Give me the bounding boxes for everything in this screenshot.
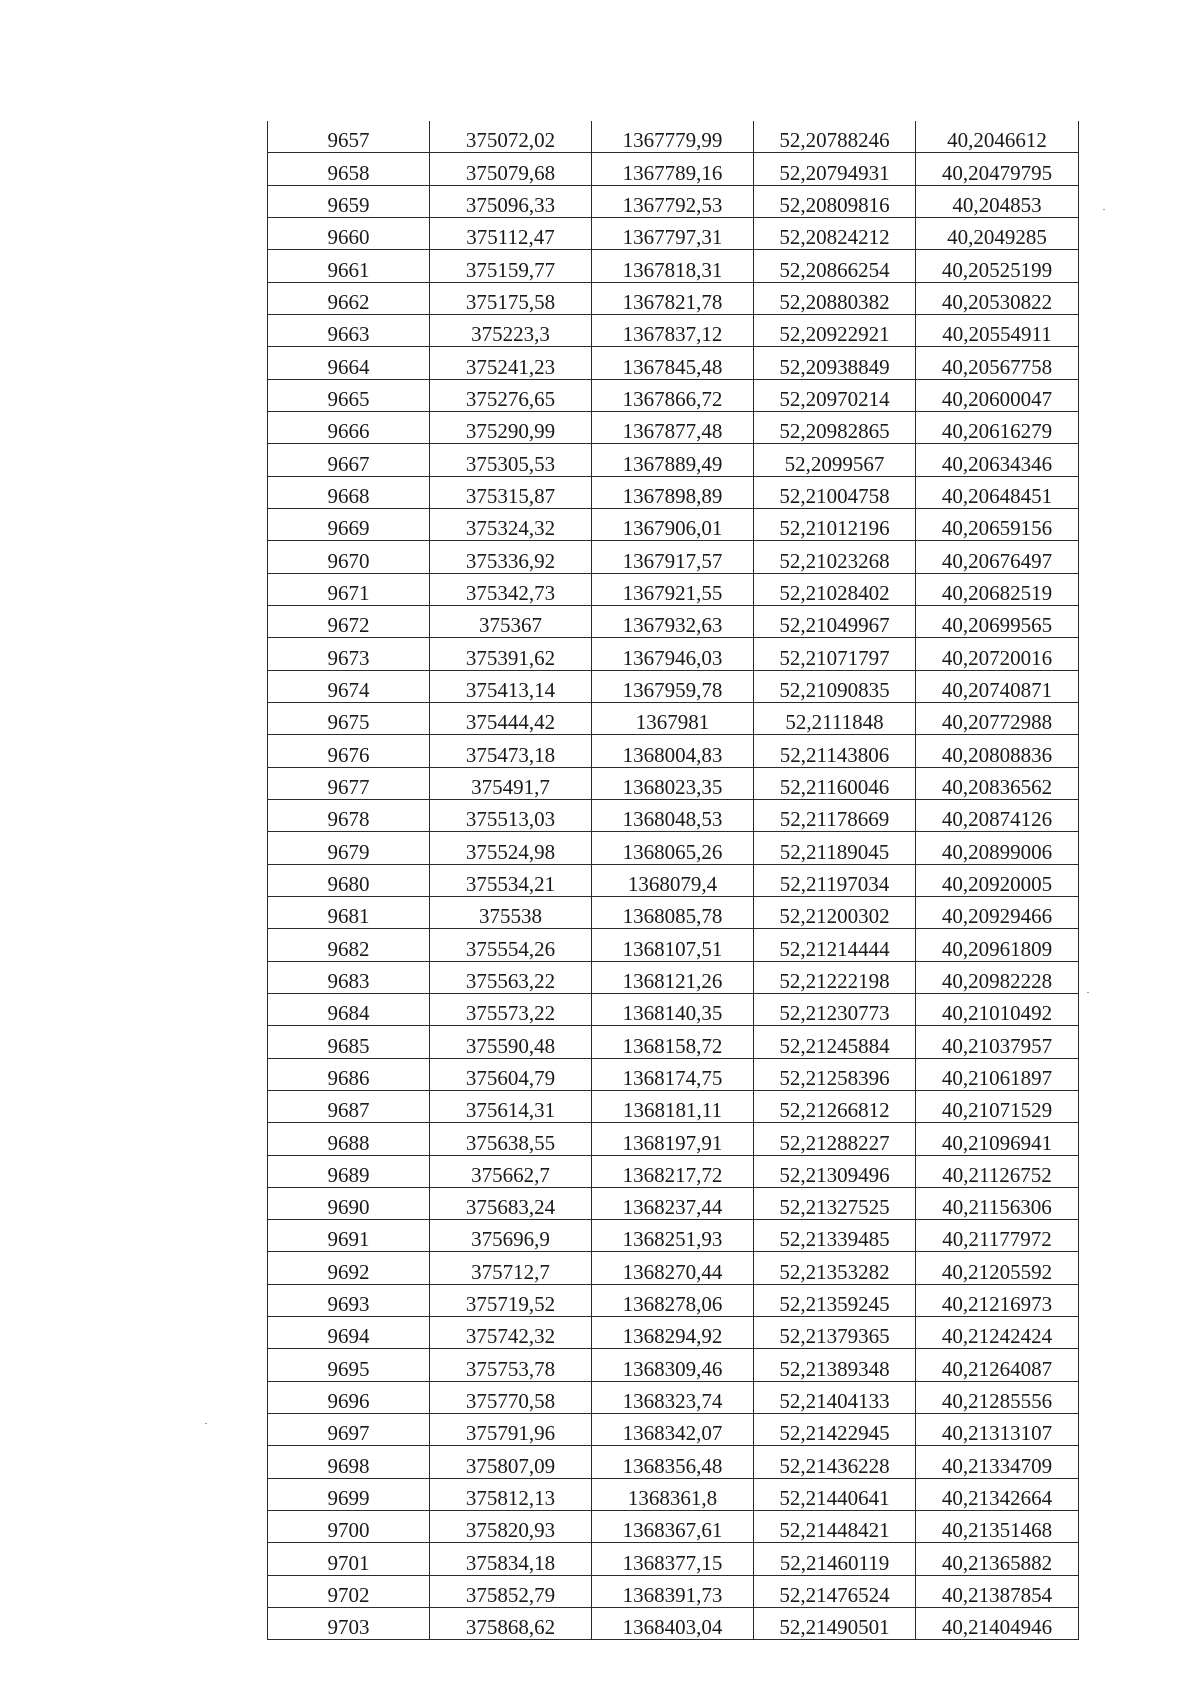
longitude-cell: 40,20600047 <box>916 379 1079 411</box>
point-number-cell: 9683 <box>268 961 430 993</box>
latitude-cell: 52,21389348 <box>754 1349 916 1381</box>
x-coordinate-cell: 375573,22 <box>430 993 592 1025</box>
x-coordinate-cell: 375336,92 <box>430 541 592 573</box>
latitude-cell: 52,2111848 <box>754 702 916 734</box>
latitude-cell: 52,21422945 <box>754 1414 916 1446</box>
table-row <box>268 735 1079 767</box>
coordinates-table <box>267 121 1079 1640</box>
y-coordinate-cell: 1368391,73 <box>592 1575 754 1607</box>
table-row <box>268 670 1079 702</box>
longitude-cell: 40,2049285 <box>916 217 1079 249</box>
longitude-cell: 40,20616279 <box>916 411 1079 443</box>
y-coordinate-cell: 1367877,48 <box>592 411 754 443</box>
x-coordinate-cell: 375812,13 <box>430 1478 592 1510</box>
point-number-cell: 9694 <box>268 1317 430 1349</box>
y-coordinate-cell: 1368085,78 <box>592 896 754 928</box>
latitude-cell: 52,21448421 <box>754 1511 916 1543</box>
longitude-cell: 40,21264087 <box>916 1349 1079 1381</box>
longitude-cell: 40,20720016 <box>916 638 1079 670</box>
y-coordinate-cell: 1368174,75 <box>592 1058 754 1090</box>
latitude-cell: 52,21440641 <box>754 1478 916 1510</box>
y-coordinate-cell: 1367906,01 <box>592 508 754 540</box>
point-number-cell: 9700 <box>268 1511 430 1543</box>
table-row <box>268 1381 1079 1413</box>
latitude-cell: 52,21090835 <box>754 670 916 702</box>
point-number-cell: 9686 <box>268 1058 430 1090</box>
point-number-cell: 9663 <box>268 314 430 346</box>
latitude-cell: 52,21143806 <box>754 735 916 767</box>
longitude-cell: 40,21126752 <box>916 1155 1079 1187</box>
longitude-cell: 40,21071529 <box>916 1090 1079 1122</box>
longitude-cell: 40,21351468 <box>916 1511 1079 1543</box>
longitude-cell: 40,20920005 <box>916 864 1079 896</box>
longitude-cell: 40,20899006 <box>916 832 1079 864</box>
y-coordinate-cell: 1368107,51 <box>592 929 754 961</box>
x-coordinate-cell: 375342,73 <box>430 573 592 605</box>
latitude-cell: 52,20788246 <box>754 121 916 153</box>
x-coordinate-cell: 375753,78 <box>430 1349 592 1381</box>
longitude-cell: 40,20634346 <box>916 444 1079 476</box>
point-number-cell: 9679 <box>268 832 430 864</box>
x-coordinate-cell: 375614,31 <box>430 1090 592 1122</box>
point-number-cell: 9673 <box>268 638 430 670</box>
x-coordinate-cell: 375175,58 <box>430 282 592 314</box>
y-coordinate-cell: 1368158,72 <box>592 1026 754 1058</box>
point-number-cell: 9690 <box>268 1187 430 1219</box>
table-row <box>268 185 1079 217</box>
y-coordinate-cell: 1367818,31 <box>592 250 754 282</box>
table-row <box>268 1026 1079 1058</box>
longitude-cell: 40,20808836 <box>916 735 1079 767</box>
point-number-cell: 9698 <box>268 1446 430 1478</box>
table-row <box>268 1058 1079 1090</box>
point-number-cell: 9677 <box>268 767 430 799</box>
y-coordinate-cell: 1368217,72 <box>592 1155 754 1187</box>
latitude-cell: 52,21359245 <box>754 1284 916 1316</box>
x-coordinate-cell: 375852,79 <box>430 1575 592 1607</box>
longitude-cell: 40,20961809 <box>916 929 1079 961</box>
y-coordinate-cell: 1367789,16 <box>592 153 754 185</box>
longitude-cell: 40,21342664 <box>916 1478 1079 1510</box>
table-row <box>268 444 1079 476</box>
x-coordinate-cell: 375604,79 <box>430 1058 592 1090</box>
x-coordinate-cell: 375473,18 <box>430 735 592 767</box>
latitude-cell: 52,21353282 <box>754 1252 916 1284</box>
longitude-cell: 40,20982228 <box>916 961 1079 993</box>
table-row <box>268 1155 1079 1187</box>
point-number-cell: 9669 <box>268 508 430 540</box>
longitude-cell: 40,21365882 <box>916 1543 1079 1575</box>
point-number-cell: 9670 <box>268 541 430 573</box>
table-row <box>268 1317 1079 1349</box>
latitude-cell: 52,21490501 <box>754 1608 916 1640</box>
table-row <box>268 993 1079 1025</box>
y-coordinate-cell: 1367946,03 <box>592 638 754 670</box>
y-coordinate-cell: 1367921,55 <box>592 573 754 605</box>
point-number-cell: 9660 <box>268 217 430 249</box>
table-row <box>268 1252 1079 1284</box>
y-coordinate-cell: 1367837,12 <box>592 314 754 346</box>
longitude-cell: 40,21242424 <box>916 1317 1079 1349</box>
x-coordinate-cell: 375513,03 <box>430 799 592 831</box>
table-row <box>268 799 1079 831</box>
y-coordinate-cell: 1367898,89 <box>592 476 754 508</box>
y-coordinate-cell: 1368377,15 <box>592 1543 754 1575</box>
x-coordinate-cell: 375315,87 <box>430 476 592 508</box>
latitude-cell: 52,21339485 <box>754 1220 916 1252</box>
longitude-cell: 40,20530822 <box>916 282 1079 314</box>
point-number-cell: 9688 <box>268 1123 430 1155</box>
table-row <box>268 153 1079 185</box>
latitude-cell: 52,20982865 <box>754 411 916 443</box>
table-row <box>268 1575 1079 1607</box>
longitude-cell: 40,20699565 <box>916 605 1079 637</box>
point-number-cell: 9697 <box>268 1414 430 1446</box>
x-coordinate-cell: 375820,93 <box>430 1511 592 1543</box>
latitude-cell: 52,21436228 <box>754 1446 916 1478</box>
y-coordinate-cell: 1368237,44 <box>592 1187 754 1219</box>
table-row <box>268 1478 1079 1510</box>
latitude-cell: 52,21476524 <box>754 1575 916 1607</box>
x-coordinate-cell: 375868,62 <box>430 1608 592 1640</box>
y-coordinate-cell: 1368367,61 <box>592 1511 754 1543</box>
latitude-cell: 52,21327525 <box>754 1187 916 1219</box>
y-coordinate-cell: 1367889,49 <box>592 444 754 476</box>
x-coordinate-cell: 375638,55 <box>430 1123 592 1155</box>
latitude-cell: 52,21222198 <box>754 961 916 993</box>
point-number-cell: 9666 <box>268 411 430 443</box>
point-number-cell: 9674 <box>268 670 430 702</box>
y-coordinate-cell: 1367797,31 <box>592 217 754 249</box>
point-number-cell: 9687 <box>268 1090 430 1122</box>
table-row <box>268 379 1079 411</box>
longitude-cell: 40,21404946 <box>916 1608 1079 1640</box>
table-row <box>268 1187 1079 1219</box>
y-coordinate-cell: 1367866,72 <box>592 379 754 411</box>
point-number-cell: 9699 <box>268 1478 430 1510</box>
x-coordinate-cell: 375241,23 <box>430 347 592 379</box>
point-number-cell: 9665 <box>268 379 430 411</box>
x-coordinate-cell: 375367 <box>430 605 592 637</box>
point-number-cell: 9701 <box>268 1543 430 1575</box>
point-number-cell: 9672 <box>268 605 430 637</box>
x-coordinate-cell: 375534,21 <box>430 864 592 896</box>
table-row <box>268 929 1079 961</box>
table-row <box>268 832 1079 864</box>
x-coordinate-cell: 375770,58 <box>430 1381 592 1413</box>
longitude-cell: 40,21334709 <box>916 1446 1079 1478</box>
table-row <box>268 1446 1079 1478</box>
point-number-cell: 9664 <box>268 347 430 379</box>
latitude-cell: 52,20809816 <box>754 185 916 217</box>
point-number-cell: 9682 <box>268 929 430 961</box>
table-row <box>268 217 1079 249</box>
latitude-cell: 52,21071797 <box>754 638 916 670</box>
y-coordinate-cell: 1368403,04 <box>592 1608 754 1640</box>
latitude-cell: 52,2099567 <box>754 444 916 476</box>
point-number-cell: 9661 <box>268 250 430 282</box>
x-coordinate-cell: 375719,52 <box>430 1284 592 1316</box>
x-coordinate-cell: 375305,53 <box>430 444 592 476</box>
longitude-cell: 40,21205592 <box>916 1252 1079 1284</box>
longitude-cell: 40,21037957 <box>916 1026 1079 1058</box>
x-coordinate-cell: 375276,65 <box>430 379 592 411</box>
x-coordinate-cell: 375590,48 <box>430 1026 592 1058</box>
table-row <box>268 1284 1079 1316</box>
x-coordinate-cell: 375324,32 <box>430 508 592 540</box>
longitude-cell: 40,2046612 <box>916 121 1079 153</box>
latitude-cell: 52,20970214 <box>754 379 916 411</box>
y-coordinate-cell: 1368140,35 <box>592 993 754 1025</box>
y-coordinate-cell: 1368356,48 <box>592 1446 754 1478</box>
point-number-cell: 9693 <box>268 1284 430 1316</box>
longitude-cell: 40,20648451 <box>916 476 1079 508</box>
table-row <box>268 702 1079 734</box>
table-row <box>268 508 1079 540</box>
latitude-cell: 52,20938849 <box>754 347 916 379</box>
latitude-cell: 52,21197034 <box>754 864 916 896</box>
y-coordinate-cell: 1368197,91 <box>592 1123 754 1155</box>
longitude-cell: 40,21010492 <box>916 993 1079 1025</box>
y-coordinate-cell: 1367779,99 <box>592 121 754 153</box>
table-row <box>268 1543 1079 1575</box>
latitude-cell: 52,20880382 <box>754 282 916 314</box>
point-number-cell: 9684 <box>268 993 430 1025</box>
latitude-cell: 52,21379365 <box>754 1317 916 1349</box>
latitude-cell: 52,21309496 <box>754 1155 916 1187</box>
table-row <box>268 1608 1079 1640</box>
y-coordinate-cell: 1368270,44 <box>592 1252 754 1284</box>
point-number-cell: 9662 <box>268 282 430 314</box>
x-coordinate-cell: 375223,3 <box>430 314 592 346</box>
y-coordinate-cell: 1368004,83 <box>592 735 754 767</box>
x-coordinate-cell: 375683,24 <box>430 1187 592 1219</box>
longitude-cell: 40,21285556 <box>916 1381 1079 1413</box>
table-row <box>268 767 1079 799</box>
y-coordinate-cell: 1368121,26 <box>592 961 754 993</box>
latitude-cell: 52,21266812 <box>754 1090 916 1122</box>
y-coordinate-cell: 1367845,48 <box>592 347 754 379</box>
latitude-cell: 52,21189045 <box>754 832 916 864</box>
point-number-cell: 9671 <box>268 573 430 605</box>
longitude-cell: 40,20676497 <box>916 541 1079 573</box>
point-number-cell: 9689 <box>268 1155 430 1187</box>
point-number-cell: 9685 <box>268 1026 430 1058</box>
y-coordinate-cell: 1368278,06 <box>592 1284 754 1316</box>
point-number-cell: 9658 <box>268 153 430 185</box>
longitude-cell: 40,20772988 <box>916 702 1079 734</box>
table-row <box>268 250 1079 282</box>
coordinates-table-body <box>268 121 1079 1640</box>
longitude-cell: 40,21061897 <box>916 1058 1079 1090</box>
longitude-cell: 40,21096941 <box>916 1123 1079 1155</box>
latitude-cell: 52,21028402 <box>754 573 916 605</box>
table-row <box>268 605 1079 637</box>
x-coordinate-cell: 375742,32 <box>430 1317 592 1349</box>
longitude-cell: 40,20567758 <box>916 347 1079 379</box>
longitude-cell: 40,20659156 <box>916 508 1079 540</box>
point-number-cell: 9692 <box>268 1252 430 1284</box>
longitude-cell: 40,20554911 <box>916 314 1079 346</box>
table-row <box>268 961 1079 993</box>
x-coordinate-cell: 375079,68 <box>430 153 592 185</box>
latitude-cell: 52,21258396 <box>754 1058 916 1090</box>
x-coordinate-cell: 375807,09 <box>430 1446 592 1478</box>
y-coordinate-cell: 1368323,74 <box>592 1381 754 1413</box>
table-row <box>268 314 1079 346</box>
latitude-cell: 52,21160046 <box>754 767 916 799</box>
y-coordinate-cell: 1367981 <box>592 702 754 734</box>
point-number-cell: 9668 <box>268 476 430 508</box>
table-row <box>268 1220 1079 1252</box>
x-coordinate-cell: 375696,9 <box>430 1220 592 1252</box>
x-coordinate-cell: 375554,26 <box>430 929 592 961</box>
x-coordinate-cell: 375563,22 <box>430 961 592 993</box>
point-number-cell: 9691 <box>268 1220 430 1252</box>
table-row <box>268 411 1079 443</box>
longitude-cell: 40,20874126 <box>916 799 1079 831</box>
longitude-cell: 40,21313107 <box>916 1414 1079 1446</box>
latitude-cell: 52,21023268 <box>754 541 916 573</box>
longitude-cell: 40,21216973 <box>916 1284 1079 1316</box>
latitude-cell: 52,20794931 <box>754 153 916 185</box>
table-row <box>268 347 1079 379</box>
x-coordinate-cell: 375712,7 <box>430 1252 592 1284</box>
y-coordinate-cell: 1367959,78 <box>592 670 754 702</box>
point-number-cell: 9657 <box>268 121 430 153</box>
x-coordinate-cell: 375072,02 <box>430 121 592 153</box>
table-row <box>268 573 1079 605</box>
x-coordinate-cell: 375538 <box>430 896 592 928</box>
latitude-cell: 52,21049967 <box>754 605 916 637</box>
x-coordinate-cell: 375444,42 <box>430 702 592 734</box>
point-number-cell: 9676 <box>268 735 430 767</box>
y-coordinate-cell: 1367792,53 <box>592 185 754 217</box>
table-row <box>268 638 1079 670</box>
longitude-cell: 40,21387854 <box>916 1575 1079 1607</box>
table-row <box>268 896 1079 928</box>
x-coordinate-cell: 375112,47 <box>430 217 592 249</box>
scan-speck <box>1087 992 1089 993</box>
x-coordinate-cell: 375096,33 <box>430 185 592 217</box>
longitude-cell: 40,204853 <box>916 185 1079 217</box>
point-number-cell: 9659 <box>268 185 430 217</box>
table-row <box>268 1414 1079 1446</box>
x-coordinate-cell: 375662,7 <box>430 1155 592 1187</box>
table-row <box>268 476 1079 508</box>
x-coordinate-cell: 375159,77 <box>430 250 592 282</box>
latitude-cell: 52,21460119 <box>754 1543 916 1575</box>
point-number-cell: 9695 <box>268 1349 430 1381</box>
latitude-cell: 52,21214444 <box>754 929 916 961</box>
latitude-cell: 52,20866254 <box>754 250 916 282</box>
table-row <box>268 1090 1079 1122</box>
latitude-cell: 52,20824212 <box>754 217 916 249</box>
y-coordinate-cell: 1367821,78 <box>592 282 754 314</box>
longitude-cell: 40,20525199 <box>916 250 1079 282</box>
table-row <box>268 1123 1079 1155</box>
y-coordinate-cell: 1368342,07 <box>592 1414 754 1446</box>
point-number-cell: 9703 <box>268 1608 430 1640</box>
latitude-cell: 52,21245884 <box>754 1026 916 1058</box>
y-coordinate-cell: 1368079,4 <box>592 864 754 896</box>
y-coordinate-cell: 1368309,46 <box>592 1349 754 1381</box>
scan-speck <box>1103 209 1105 210</box>
point-number-cell: 9681 <box>268 896 430 928</box>
y-coordinate-cell: 1368048,53 <box>592 799 754 831</box>
y-coordinate-cell: 1368251,93 <box>592 1220 754 1252</box>
longitude-cell: 40,21177972 <box>916 1220 1079 1252</box>
x-coordinate-cell: 375413,14 <box>430 670 592 702</box>
y-coordinate-cell: 1368181,11 <box>592 1090 754 1122</box>
x-coordinate-cell: 375491,7 <box>430 767 592 799</box>
scan-speck <box>205 1423 207 1424</box>
table-row <box>268 864 1079 896</box>
longitude-cell: 40,20740871 <box>916 670 1079 702</box>
y-coordinate-cell: 1368361,8 <box>592 1478 754 1510</box>
y-coordinate-cell: 1368065,26 <box>592 832 754 864</box>
x-coordinate-cell: 375524,98 <box>430 832 592 864</box>
latitude-cell: 52,21404133 <box>754 1381 916 1413</box>
x-coordinate-cell: 375791,96 <box>430 1414 592 1446</box>
y-coordinate-cell: 1367932,63 <box>592 605 754 637</box>
point-number-cell: 9680 <box>268 864 430 896</box>
latitude-cell: 52,21200302 <box>754 896 916 928</box>
x-coordinate-cell: 375834,18 <box>430 1543 592 1575</box>
latitude-cell: 52,21230773 <box>754 993 916 1025</box>
longitude-cell: 40,20836562 <box>916 767 1079 799</box>
x-coordinate-cell: 375391,62 <box>430 638 592 670</box>
point-number-cell: 9678 <box>268 799 430 831</box>
x-coordinate-cell: 375290,99 <box>430 411 592 443</box>
latitude-cell: 52,21004758 <box>754 476 916 508</box>
y-coordinate-cell: 1368023,35 <box>592 767 754 799</box>
table-row <box>268 1349 1079 1381</box>
longitude-cell: 40,20479795 <box>916 153 1079 185</box>
point-number-cell: 9696 <box>268 1381 430 1413</box>
longitude-cell: 40,21156306 <box>916 1187 1079 1219</box>
longitude-cell: 40,20682519 <box>916 573 1079 605</box>
table-row <box>268 1511 1079 1543</box>
point-number-cell: 9702 <box>268 1575 430 1607</box>
longitude-cell: 40,20929466 <box>916 896 1079 928</box>
table-row <box>268 121 1079 153</box>
table-row <box>268 282 1079 314</box>
latitude-cell: 52,21012196 <box>754 508 916 540</box>
y-coordinate-cell: 1367917,57 <box>592 541 754 573</box>
table-row <box>268 541 1079 573</box>
latitude-cell: 52,21288227 <box>754 1123 916 1155</box>
latitude-cell: 52,21178669 <box>754 799 916 831</box>
point-number-cell: 9667 <box>268 444 430 476</box>
latitude-cell: 52,20922921 <box>754 314 916 346</box>
point-number-cell: 9675 <box>268 702 430 734</box>
y-coordinate-cell: 1368294,92 <box>592 1317 754 1349</box>
